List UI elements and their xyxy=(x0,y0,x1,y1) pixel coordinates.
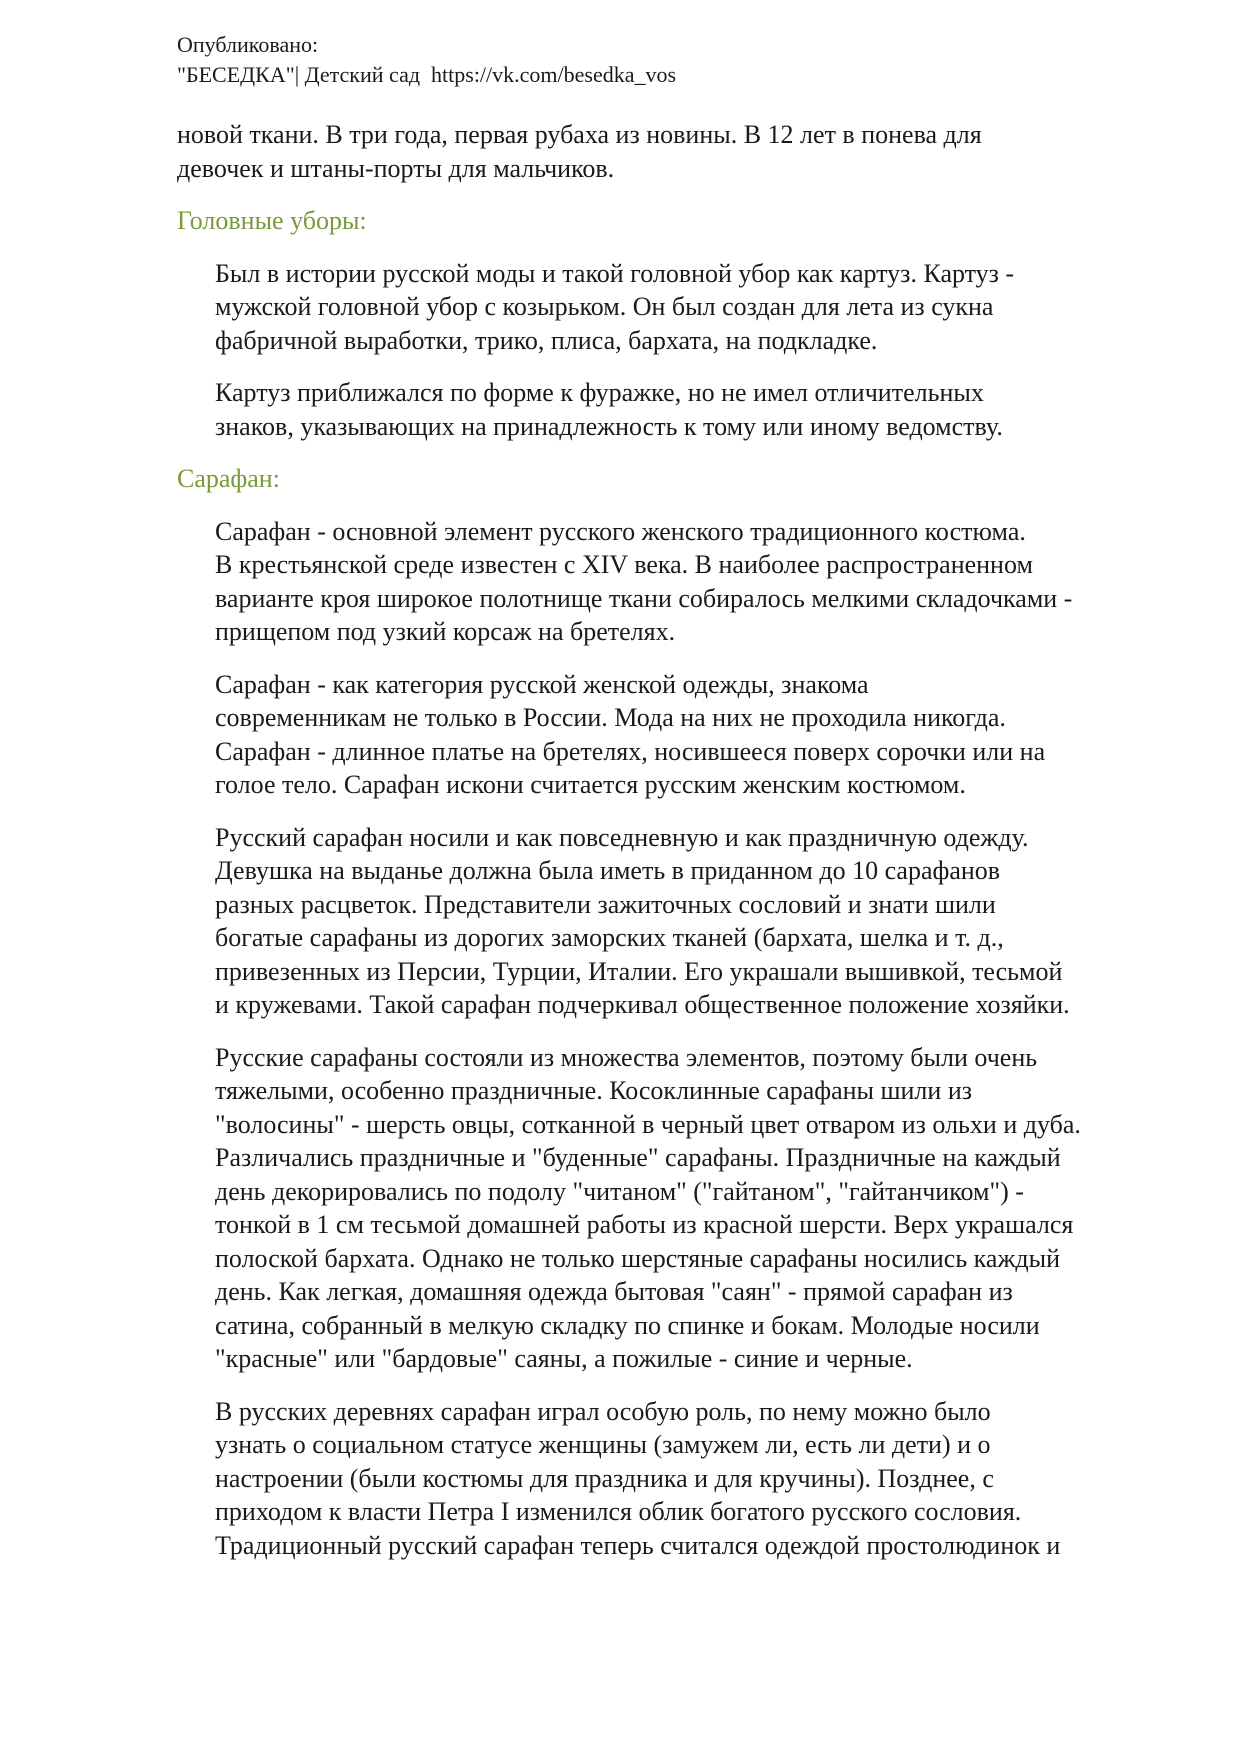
text-line: голое тело. Сарафан искони считается русским женским костюмом. xyxy=(215,770,966,799)
text-line: В крестьянской среде известен с XIV века. В наиболее распространенном xyxy=(215,550,1033,579)
paragraph xyxy=(177,821,1187,1022)
text-line: день декорировались по подолу "читаном" ("гайтаном", "гайтанчиком") - xyxy=(215,1176,1024,1206)
text-line: Сарафан - основной элемент русского женского традиционного костюма. xyxy=(215,516,1026,546)
text-line: фабричной выработки, трико, плиса, бархата, на подкладке. xyxy=(215,325,878,355)
text-line: Сарафан - как категория русской женской одежды, знакома xyxy=(215,669,869,699)
paragraph xyxy=(177,1395,1187,1563)
document-body xyxy=(177,118,1187,1581)
text-line: разных расцветок. Представители зажиточных сословий и знати шили xyxy=(215,889,996,919)
text-line: полоской бархата. Однако не только шерстяные сарафаны носились каждый xyxy=(215,1243,1061,1273)
text-line: знаков, указывающих на принадлежность к тому или иному ведомству. xyxy=(215,411,1003,441)
text-line: "красные" или "бардовые" саяны, а пожилые - синие и черные. xyxy=(215,1344,913,1373)
header-published-label: Опубликовано: xyxy=(177,32,319,57)
text-line: В русских деревнях сарафан играл особую роль, по нему можно было xyxy=(215,1396,991,1426)
text-line: приходом к власти Петра I изменился облик богатого русского сословия. xyxy=(215,1497,1022,1526)
paragraph xyxy=(177,376,1187,443)
text-line: привезенных из Персии, Турции, Италии. Его украшали вышивкой, тесьмой xyxy=(215,956,1063,986)
text-line: сатина, собранный в мелкую складку по спинке и бокам. Молодые носили xyxy=(215,1310,1040,1340)
text-line: Девушка на выданье должна была иметь в приданном до 10 сарафанов xyxy=(215,856,1001,885)
paragraph xyxy=(177,1041,1187,1376)
text-line: тонкой в 1 см тесьмой домашней работы из красной шерсти. Верх украшался xyxy=(215,1210,1074,1239)
text-line: Традиционный русский сарафан теперь считался одеждой простолюдинок и xyxy=(215,1530,1061,1560)
text-line: "волосины" - шерсть овцы, сотканной в черный цвет отваром из ольхи и дуба. xyxy=(215,1109,1081,1139)
text-line: Русские сарафаны состояли из множества элементов, поэтому были очень xyxy=(215,1042,1038,1072)
text-line: настроении (были костюмы для праздника и для кручины). Позднее, с xyxy=(215,1463,994,1493)
section-heading-headwear: Головные уборы: xyxy=(177,206,367,235)
paragraph xyxy=(177,118,1187,185)
paragraph xyxy=(177,668,1187,802)
text-line: Различались праздничные и "буденные" сарафаны. Праздничные на каждый xyxy=(215,1143,1061,1172)
text-line: и кружевами. Такой сарафан подчеркивал общественное положение хозяйки. xyxy=(215,990,1070,1019)
text-line: прищепом под узкий корсаж на бретелях. xyxy=(215,617,676,646)
text-line: современникам не только в России. Мода на них не проходила никогда. xyxy=(215,703,1006,732)
text-line: узнать о социальном статусе женщины (замужем ли, есть ли дети) и о xyxy=(215,1430,991,1459)
paragraph xyxy=(177,515,1187,649)
text-line: новой ткани. В три года, первая рубаха из новины. В 12 лет в понева для xyxy=(177,120,982,149)
section-heading-sarafan: Сарафан: xyxy=(177,464,280,493)
header-source-line: "БЕСЕДКА"| Детский сад https://vk.com/besedka_vos xyxy=(177,62,677,87)
text-line: варианте кроя широкое полотнище ткани собиралось мелкими складочками - xyxy=(215,583,1073,613)
text-line: Был в истории русской моды и такой головной убор как картуз. Картуз - xyxy=(215,258,1015,288)
text-line: Сарафан - длинное платье на бретелях, носившееся поверх сорочки или на xyxy=(215,736,1046,766)
text-line: Картуз приближался по форме к фуражке, но не имел отличительных xyxy=(215,378,984,407)
text-line: богатые сарафаны из дорогих заморских тканей (бархата, шелка и т. д., xyxy=(215,923,1004,952)
text-line: тяжелыми, особенно праздничные. Косоклинные сарафаны шили из xyxy=(215,1076,973,1105)
page-header xyxy=(177,30,1077,90)
text-line: день. Как легкая, домашняя одежда бытовая "саян" - прямой сарафан из xyxy=(215,1277,1013,1306)
paragraph xyxy=(177,257,1187,358)
text-line: мужской головной убор с козырьком. Он был создан для лета из сукна xyxy=(215,292,994,321)
text-line: Русский сарафан носили и как повседневную и как праздничную одежду. xyxy=(215,822,1029,852)
text-line: девочек и штаны-порты для мальчиков. xyxy=(177,153,615,183)
